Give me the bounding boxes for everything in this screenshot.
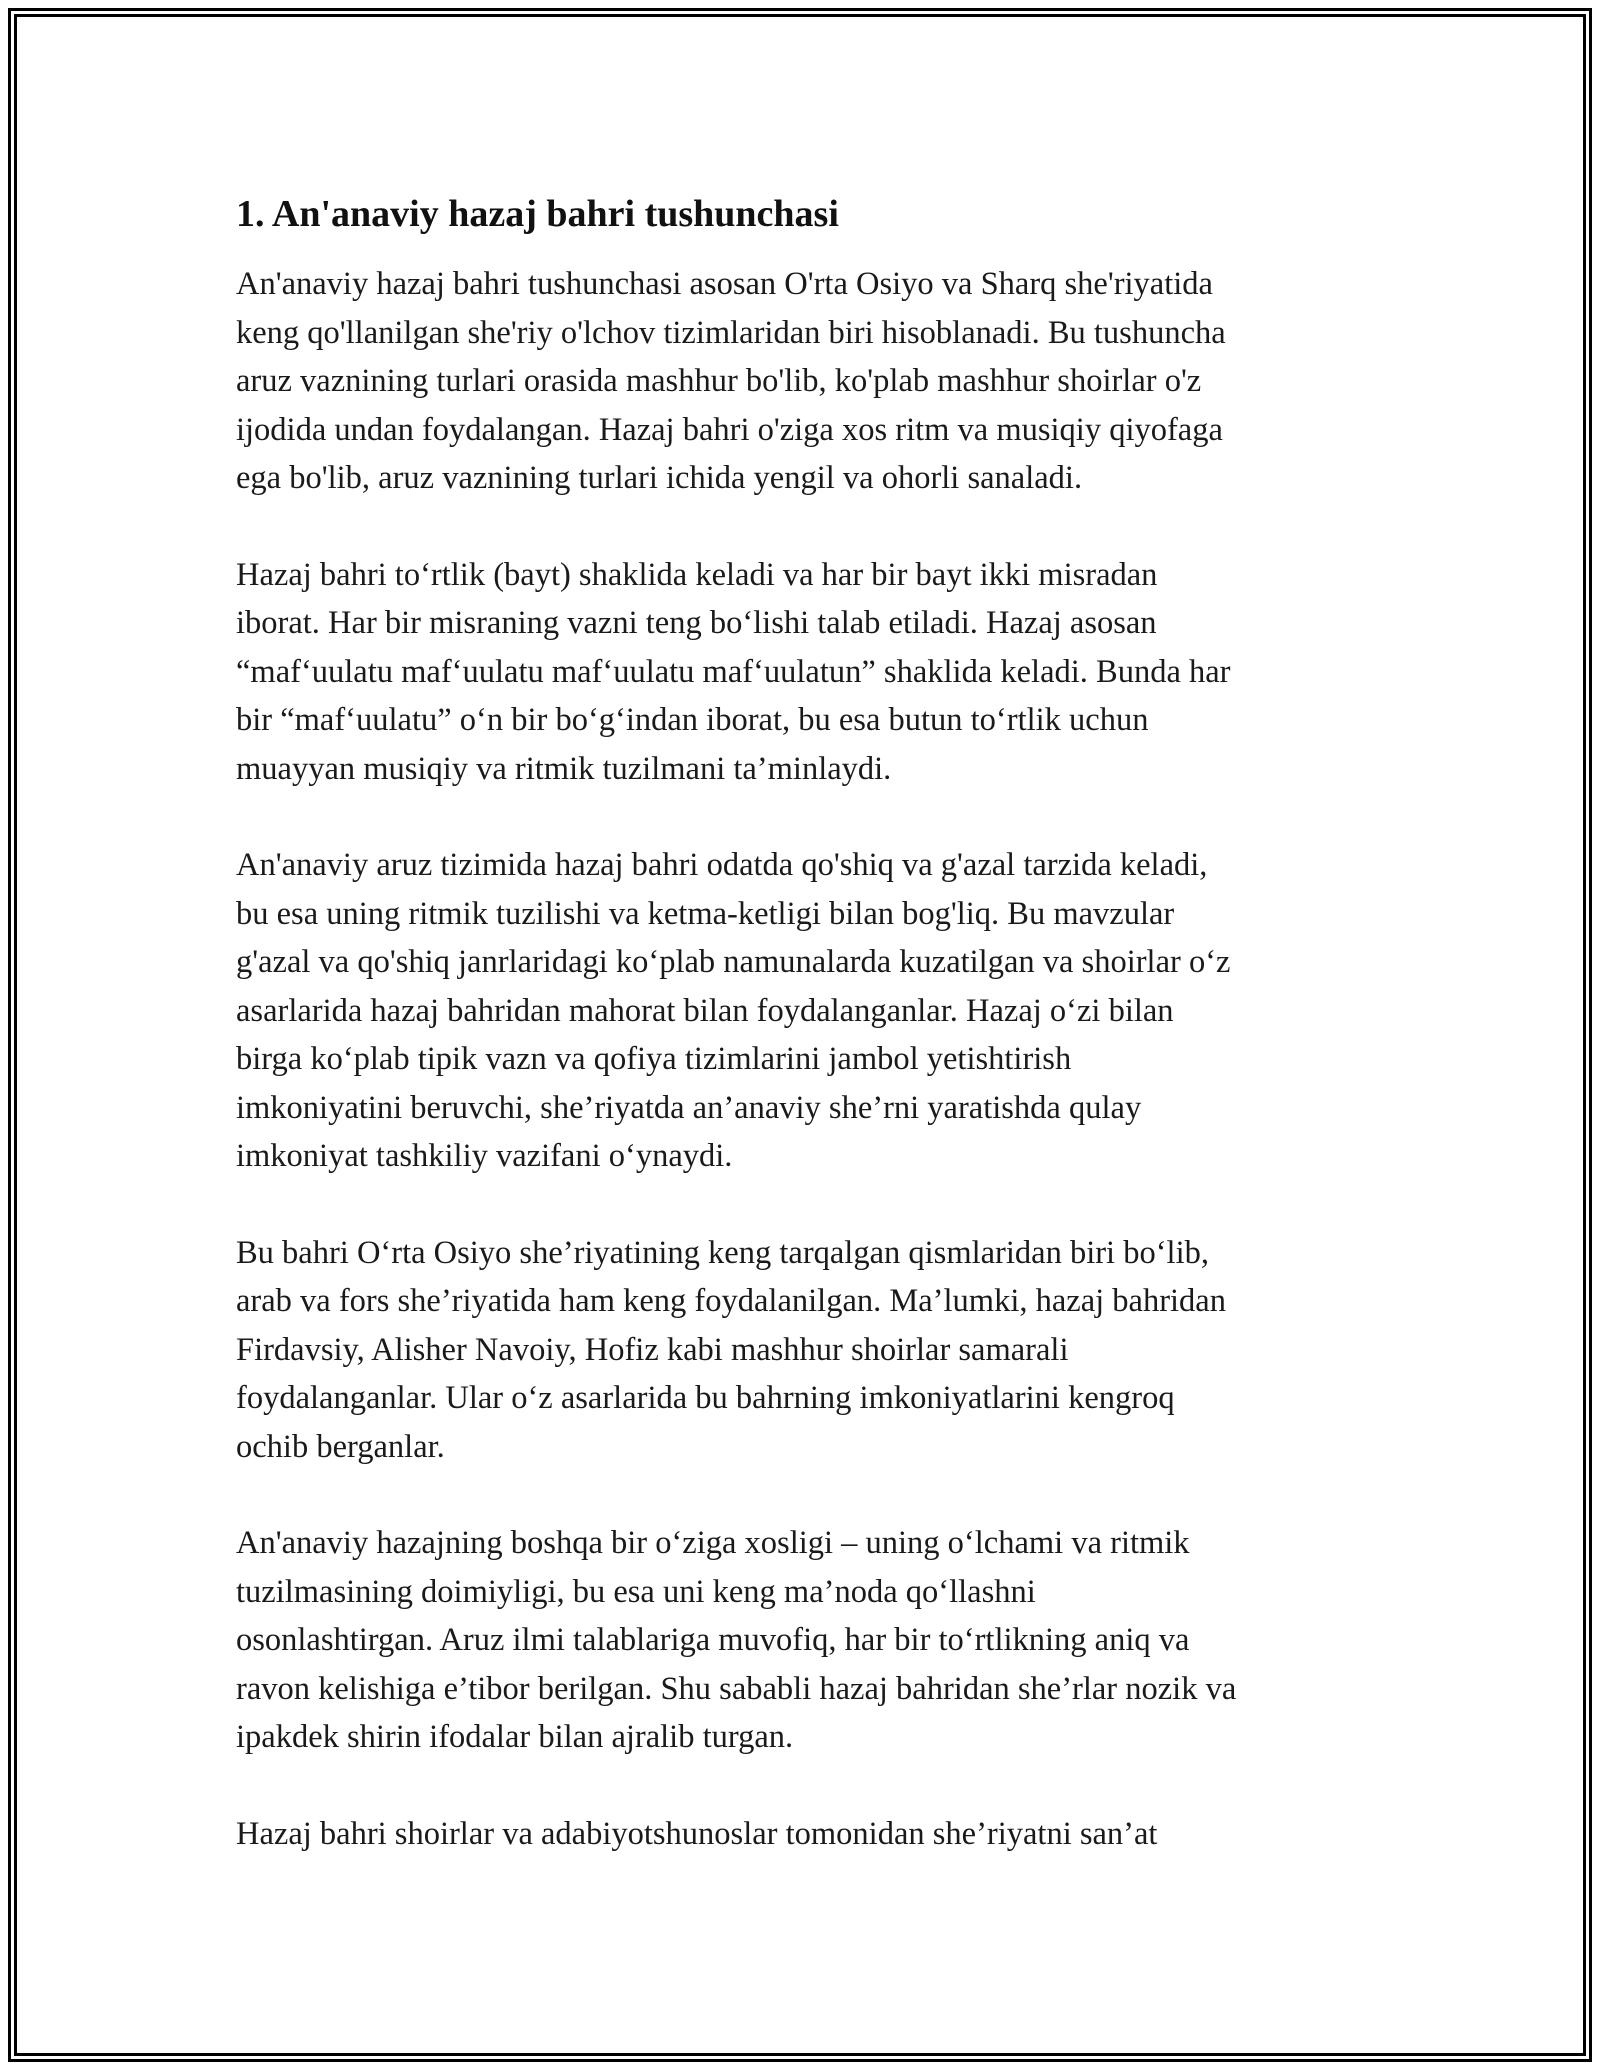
- paragraph-line: bir “maf‘uulatu” o‘n bir bo‘g‘indan iborat, bu esa butun to‘rtlik uchun: [236, 702, 1149, 738]
- paragraph-line: aruz vaznining turlari orasida mashhur bo'lib, ko'plab mashhur shoirlar o'z: [236, 363, 1202, 399]
- paragraph-line: tuzilmasining doimiyligi, bu esa uni keng ma’noda qo‘llashni: [236, 1573, 1036, 1610]
- paragraph-line: imkoniyatini beruvchi, she’riyatda an’anaviy she’rni yaratishda qulay: [236, 1089, 1142, 1126]
- paragraph-line: Hazaj bahri to‘rtlik (bayt) shaklida keladi va har bir bayt ikki misradan: [236, 556, 1158, 593]
- paragraph-line: Firdavsiy, Alisher Navoiy, Hofiz kabi mashhur shoirlar samarali: [236, 1331, 1069, 1368]
- paragraph-line: An'anaviy hazajning boshqa bir o‘ziga xosligi – uning o‘lchami va ritmik: [236, 1525, 1190, 1561]
- paragraph: [236, 1229, 1376, 1472]
- paragraph-line: asarlarida hazaj bahridan mahorat bilan foydalanganlar. Hazaj o‘zi bilan: [236, 992, 1174, 1029]
- paragraph: [236, 551, 1376, 794]
- paragraph-line: An'anaviy hazaj bahri tushunchasi asosan O'rta Osiyo va Sharq she'riyatida: [236, 266, 1213, 302]
- paragraph-line: ravon kelishiga e’tibor berilgan. Shu sababli hazaj bahridan she’rlar nozik va: [236, 1670, 1237, 1707]
- paragraph-line: g'azal va qo'shiq janrlaridagi ko‘plab namunalarda kuzatilgan va shoirlar o‘z: [236, 944, 1231, 980]
- paragraph-line: ochib berganlar.: [236, 1428, 445, 1465]
- paragraph-line: An'anaviy aruz tizimida hazaj bahri odatda qo'shiq va g'azal tarzida keladi,: [236, 847, 1208, 883]
- paragraph-line: bu esa uning ritmik tuzilishi va ketma-ketligi bilan bog'liq. Bu mavzular: [236, 895, 1175, 932]
- paragraph-line: foydalanganlar. Ular o‘z asarlarida bu bahrning imkoniyatlarini kengroq: [236, 1380, 1175, 1416]
- paragraph: [236, 841, 1376, 1181]
- paragraph-line: iborat. Har bir misraning vazni teng bo‘lishi talab etiladi. Hazaj asosan: [236, 605, 1157, 641]
- document-body: [236, 182, 1376, 1906]
- paragraph-line: imkoniyat tashkiliy vazifani o‘ynaydi.: [236, 1138, 733, 1174]
- paragraph-line: “maf‘uulatu maf‘uulatu maf‘uulatu maf‘uulatun” shaklida keladi. Bunda har: [236, 653, 1231, 690]
- paragraph: [236, 1519, 1376, 1762]
- paragraph: [236, 1810, 1376, 1859]
- paragraph-line: osonlashtirgan. Aruz ilmi talablariga muvofiq, har bir to‘rtlikning aniq va: [236, 1622, 1190, 1658]
- paragraph-line: ega bo'lib, aruz vaznining turlari ichida yengil va ohorli sanaladi.: [236, 460, 1083, 496]
- paragraphs-container: [236, 260, 1376, 1858]
- paragraph-line: birga ko‘plab tipik vazn va qofiya tizimlarini jambol yetishtirish: [236, 1041, 1072, 1077]
- paragraph-line: ipakdek shirin ifodalar bilan ajralib turgan.: [236, 1719, 794, 1755]
- paragraph-line: Bu bahri O‘rta Osiyo she’riyatining keng tarqalgan qismlaridan biri bo‘lib,: [236, 1234, 1209, 1271]
- paragraph-line: muayyan musiqiy va ritmik tuzilmani ta’minlaydi.: [236, 750, 892, 787]
- paragraph: [236, 260, 1376, 503]
- paragraph-line: ijodida undan foydalangan. Hazaj bahri o'ziga xos ritm va musiqiy qiyofaga: [236, 411, 1223, 448]
- section-heading: 1. An'anaviy hazaj bahri tushunchasi: [236, 193, 839, 235]
- paragraph-line: Hazaj bahri shoirlar va adabiyotshunoslar tomonidan she’riyatni san’at: [236, 1815, 1158, 1852]
- paragraph-line: keng qo'llanilgan she'riy o'lchov tizimlaridan biri hisoblanadi. Bu tushuncha: [236, 314, 1226, 351]
- paragraph-line: arab va fors she’riyatida ham keng foydalanilgan. Ma’lumki, hazaj bahridan: [236, 1283, 1226, 1319]
